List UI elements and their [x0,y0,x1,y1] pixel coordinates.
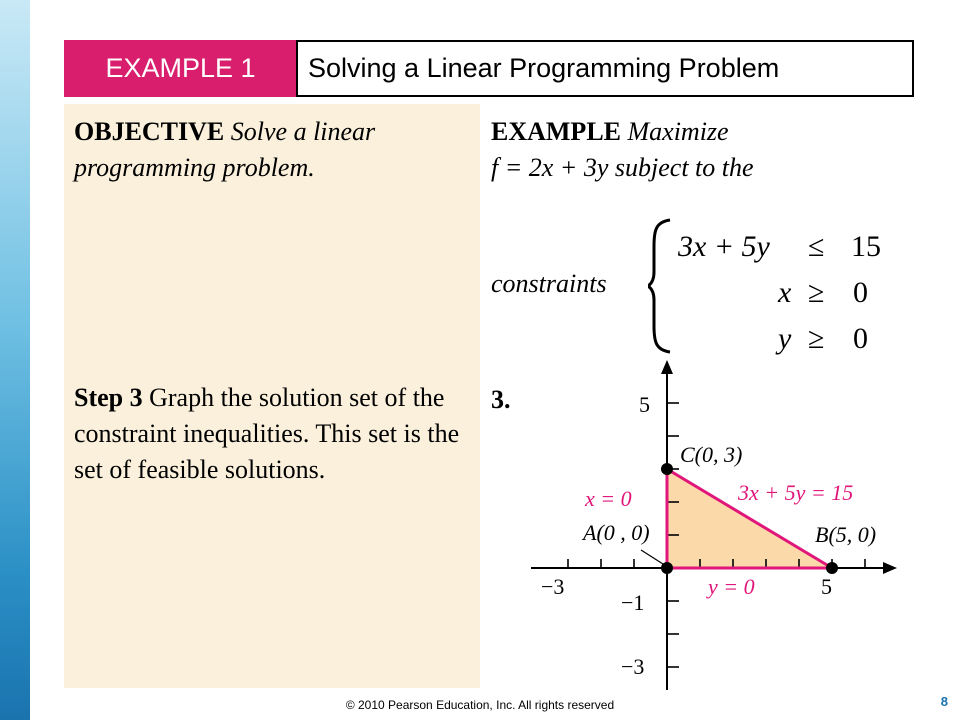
constraint-2-lhs: x [778,276,792,309]
point-c [661,463,673,475]
example-tab-label: EXAMPLE 1 [105,53,256,83]
footer-copyright: © 2010 Pearson Education, Inc. All rights reserved [345,698,615,712]
point-b-label: B(5, 0) [815,522,877,547]
point-a-label: A(0 , 0) [583,520,650,545]
constraint-3-rhs: 0 [853,322,868,355]
objective-block [74,114,474,186]
label-x-equals-0: x = 0 [585,486,632,511]
y-tick-marks [667,403,679,667]
tick-label-y-neg1: −1 [621,590,645,615]
tick-label-y-5: 5 [639,392,650,417]
page-number: 8 [940,694,948,709]
y-axis-arrow [661,360,673,374]
step3-block [74,380,474,488]
objective-text: Solve a linear programming problem. [74,117,376,182]
constraint-1-op: ≤ [808,230,825,263]
constraints-label: constraints [491,269,607,298]
constraint-1-lhs: 3x + 5y [678,230,770,263]
point-a [661,562,673,574]
label-a-leader [641,550,663,564]
step3-keyword: Step 3 [74,383,143,412]
label-y-equals-0: y = 0 [708,574,755,599]
step-number: 3. [491,385,511,414]
left-accent-bar [0,0,30,720]
constraint-3-lhs: y [778,322,792,355]
example-text-1: Maximize [627,117,729,146]
constraint-3-op: ≥ [808,322,825,355]
example-text-2: f = 2x + 3y subject to the [491,153,754,182]
tick-label-x-neg3: −3 [541,574,565,599]
constraint-2-rhs: 0 [853,276,868,309]
constraint-2-op: ≥ [808,276,825,309]
example-block [491,114,911,186]
label-3x-5y-15: 3x + 5y = 15 [738,480,854,505]
x-axis-arrow [883,562,897,574]
objective-keyword: OBJECTIVE [74,117,225,146]
example-tab [64,40,297,97]
point-c-label: C(0, 3) [680,442,743,467]
tick-label-y-neg3: −3 [621,654,645,679]
feasible-region-graph [525,358,903,698]
point-b [826,562,838,574]
slide-title-text: Solving a Linear Programming Problem [308,53,780,83]
constraint-system [648,216,903,356]
slide-title [296,40,914,97]
step3-text: Graph the solution set of the constraint inequalities. This set is the set of feasible solutions. [74,383,460,484]
left-brace [648,220,670,352]
constraint-1-rhs: 15 [851,230,881,263]
example-keyword: EXAMPLE [491,117,621,146]
tick-label-x-5: 5 [821,574,832,599]
